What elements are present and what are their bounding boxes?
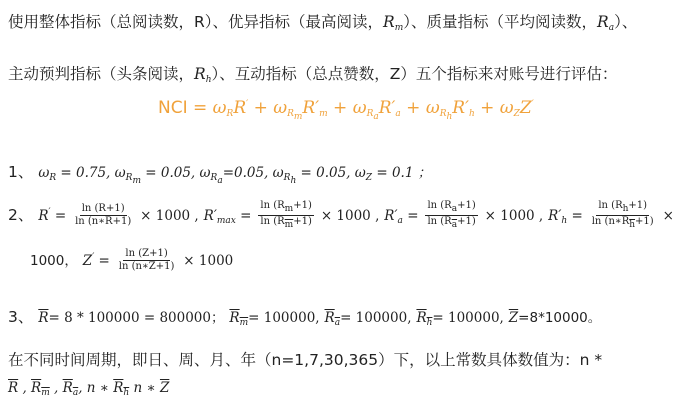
item-2-line-2: 1000， Z′ = $\frac{\ln (Z+1)}{\ln (n∗\overline{Z}+1)}$ × 1000 <box>30 248 234 272</box>
item-2-times: × 1000 <box>183 253 234 269</box>
nci-rhs: $\omega_RR' + \omega_{R_m}R'_m + \omega_{R_a}R'_a + \omega_{R_h}R'_h + \omega_ZZ'$ <box>212 98 534 122</box>
item-2: 2、 R′ = $\frac{\ln (R+1)}{\ln (n∗\overline{R}+1)}$ × 1000 , $R'_{max}$ = $\frac{\ln (R_m+1)}{\ln (R_m+1)}$ × 1000 , $R'_a$ = $\frac{\ln (R_a+1)}{\ln (R_a+1)}$ × 1000 , $R'_h$ = $\frac{\ln (R_h+1)}{\ln (n∗R_h+1)}$ × <box>8 200 674 230</box>
item-3-text-4: = 100000, <box>432 310 504 326</box>
intro-text-b: ）、质量指标（平均阅读数， <box>403 13 598 31</box>
footer-line-2: $\overline{R}$ , $R_m$ , $R_a$, n ∗ $R_h$ n ∗ $\overline{Z}$ <box>8 380 170 398</box>
intro-line-2 <box>8 62 617 85</box>
item-2-tail: 1000， <box>30 253 78 269</box>
item-2-label: 2、 <box>8 206 34 224</box>
item-1-label: 1、 <box>8 163 34 181</box>
item-1-weights: $\omega_R = 0.75$, $\omega_{R_m} = 0.05$, $\omega_{R_a}=0.05$, $\omega_{R_h} = 0.05$, $\omega_Z = 0.1$ ； <box>38 165 432 186</box>
item-3-label: 3、 <box>8 308 34 326</box>
footer-line-1 <box>8 348 602 370</box>
item-3-text-5: =8*10000。 <box>518 310 602 326</box>
item-3: 3、 $\overline{R}= 8 * 100000 = 800000$； $R_m= 100000$, $R_a= 100000$, $R_h= 100000$, $\overline{Z}=8*10000$。 <box>8 308 602 328</box>
intro-text-e: ）、互动指标（总点赞数，Z）五个指标来对账号进行评估： <box>211 65 618 83</box>
item-1 <box>8 160 431 186</box>
rm-symbol: $R_m$ <box>383 13 404 33</box>
nci-formula <box>158 98 534 122</box>
item-3-text-1: = 8 * 100000 = 800000； <box>48 310 225 326</box>
item-3-text-2: = 100000, <box>248 310 320 326</box>
footer-text-1: 在不同时间周期，即日、周、月、年（n=1,7,30,365）下，以上常数具体数值为：n * <box>8 351 603 369</box>
intro-text-a: 使用整体指标（总阅读数，R）、优异指标（最高阅读， <box>8 13 384 31</box>
ra-symbol: $R_a$ <box>597 13 615 33</box>
intro-text-c: ）、 <box>614 13 638 31</box>
intro-text-d: 主动预判指标（头条阅读， <box>8 65 195 83</box>
rh-symbol: $R_h$ <box>194 65 212 85</box>
intro-line-1 <box>8 10 637 33</box>
item-3-text-3: = 100000, <box>340 310 412 326</box>
nci-lhs: NCI = <box>158 98 208 118</box>
